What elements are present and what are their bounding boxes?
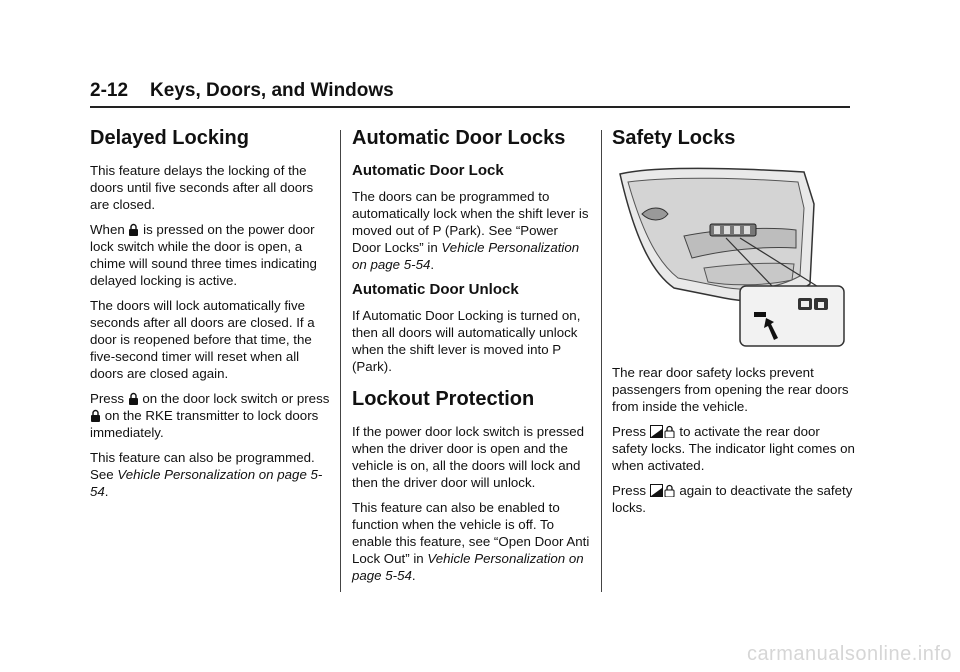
- paragraph: This feature can also be enabled to function when the vehicle is off. To enable this feature, see “Open Door Anti Lock Out” in Vehicle Personalization on page 5-54.: [352, 500, 590, 583]
- watermark: carmanualsonline.info: [746, 643, 952, 665]
- section-title-delayed-locking: Delayed Locking: [90, 127, 249, 149]
- paragraph: The rear door safety locks prevent passengers from opening the rear doors from inside the vehicle.: [612, 365, 849, 414]
- paragraph: The doors can be programmed to automatically lock when the shift lever is moved out of P (Park). See “Power Door Locks” in Vehicle Personalization on page 5-54.: [352, 189, 589, 272]
- cross-reference: Vehicle Personalization on page 5-54: [90, 467, 323, 499]
- paragraph: This feature can also be programmed. See Vehicle Personalization on page 5-54.: [90, 450, 323, 499]
- column-delayed-locking: [90, 126, 330, 508]
- paragraph: This feature delays the locking of the doors until five seconds after all doors are closed.: [90, 163, 314, 212]
- paragraph: The doors will lock automatically five seconds after all doors are closed. If a door is reopened before that time, the five-second timer will reset when all doors are closed again.: [90, 298, 315, 381]
- column-divider: [601, 130, 602, 592]
- window-lock-icon: [650, 484, 676, 497]
- section-title-automatic-door-locks: Automatic Door Locks: [352, 127, 566, 149]
- paragraph: Press again to deactivate the safety locks.: [612, 483, 853, 515]
- column-safety-locks: [612, 126, 858, 524]
- page-number: 2-12: [90, 80, 129, 101]
- paragraph: Press to activate the rear door safety locks. The indicator light comes on when activated.: [612, 424, 855, 473]
- cross-reference: Vehicle Personalization on page 5-54: [352, 240, 580, 272]
- paragraph: When is pressed on the power door lock switch while the door is open, a chime will sound three times indicating delayed locking is active.: [90, 222, 317, 288]
- paragraph: Press on the door lock switch or press on the RKE transmitter to lock doors immediately.: [90, 391, 330, 440]
- lock-icon: [128, 392, 139, 405]
- subsection-title-automatic-door-lock: Automatic Door Lock: [352, 162, 504, 179]
- section-title-lockout-protection: Lockout Protection: [352, 388, 535, 410]
- lock-icon: [90, 409, 101, 422]
- chapter-title: Keys, Doors, and Windows: [150, 80, 394, 101]
- paragraph: If the power door lock switch is pressed when the driver door is open and the vehicle is on, all the doors will lock and then the driver door will unlock.: [352, 424, 585, 490]
- section-title-safety-locks: Safety Locks: [612, 127, 736, 149]
- paragraph: If Automatic Door Locking is turned on, then all doors will automatically unlock when the shift lever is moved into P (Park).: [352, 308, 581, 374]
- cross-reference: Vehicle Personalization on page 5-54: [352, 551, 584, 583]
- subsection-title-automatic-door-unlock: Automatic Door Unlock: [352, 281, 519, 298]
- column-automatic-door-locks: [352, 126, 590, 592]
- column-divider: [340, 130, 341, 592]
- window-lock-icon: [650, 425, 676, 438]
- page-header: [90, 80, 850, 108]
- door-panel-illustration: [614, 164, 846, 350]
- lock-icon: [128, 223, 139, 236]
